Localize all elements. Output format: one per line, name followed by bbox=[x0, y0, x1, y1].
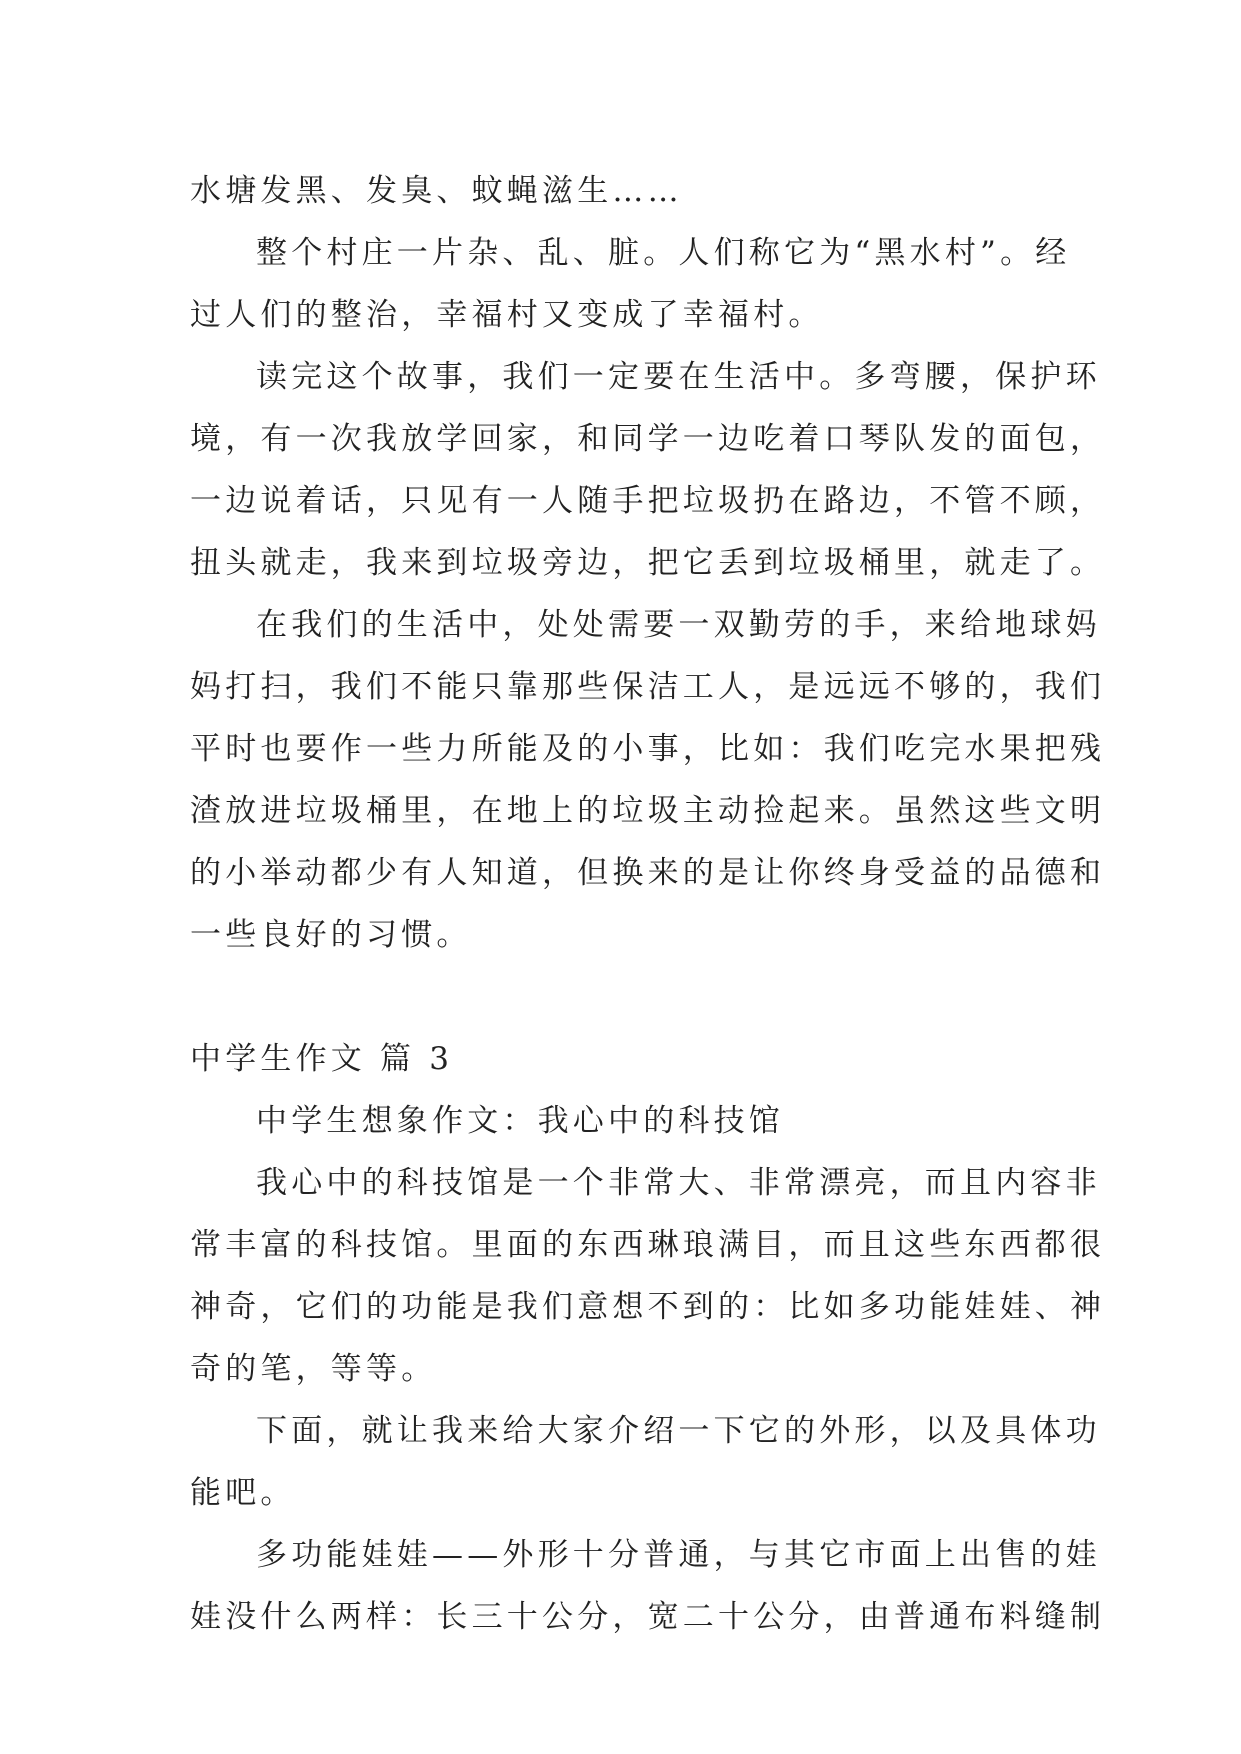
text-line: 一些良好的习惯。 bbox=[190, 917, 472, 953]
text-line: 整个村庄一片杂、乱、脏。人们称它为“黑水村”。经 bbox=[256, 235, 1071, 271]
text-line: 妈打扫，我们不能只靠那些保洁工人，是远远不够的，我们 bbox=[190, 669, 1106, 705]
text-line: 多功能娃娃——外形十分普通，与其它市面上出售的娃 bbox=[256, 1537, 1101, 1573]
text-line: 娃没什么两样：长三十公分，宽二十公分，由普通布料缝制 bbox=[190, 1599, 1106, 1635]
text-line: 中学生想象作文：我心中的科技馆 bbox=[256, 1103, 784, 1139]
text-line: 扭头就走，我来到垃圾旁边，把它丢到垃圾桶里，就走了。 bbox=[190, 545, 1106, 581]
text-line: 的小举动都少有人知道，但换来的是让你终身受益的品德和 bbox=[190, 855, 1106, 891]
text-line: 一边说着话，只见有一人随手把垃圾扔在路边，不管不顾， bbox=[190, 483, 1106, 519]
section-heading bbox=[190, 1028, 1070, 1090]
paragraph-8 bbox=[190, 1524, 1106, 1648]
text-line: 过人们的整治，幸福村又变成了幸福村。 bbox=[190, 297, 824, 333]
text-line: 在我们的生活中，处处需要一双勤劳的手，来给地球妈 bbox=[256, 607, 1101, 643]
paragraph-1 bbox=[190, 160, 1070, 222]
text-line: 下面，就让我来给大家介绍一下它的外形，以及具体功 bbox=[256, 1413, 1101, 1449]
text-line: 我心中的科技馆是一个非常大、非常漂亮，而且内容非 bbox=[256, 1165, 1101, 1201]
text-line: 能吧。 bbox=[190, 1475, 296, 1511]
document-body bbox=[190, 160, 1106, 1648]
text-line: 读完这个故事，我们一定要在生活中。多弯腰，保护环 bbox=[256, 359, 1101, 395]
paragraph-subtitle bbox=[190, 1090, 1070, 1152]
paragraph-4 bbox=[190, 594, 1106, 966]
paragraph-7 bbox=[190, 1400, 1101, 1524]
text-line: 平时也要作一些力所能及的小事，比如：我们吃完水果把残 bbox=[190, 731, 1106, 767]
text-line: 常丰富的科技馆。里面的东西琳琅满目，而且这些东西都很 bbox=[190, 1227, 1106, 1263]
paragraph-3 bbox=[190, 346, 1106, 594]
heading-text: 中学生作文 篇 3 bbox=[190, 1041, 454, 1077]
text-line: 奇的笔，等等。 bbox=[190, 1351, 437, 1387]
text-line: 水塘发黑、发臭、蚊蝇滋生…… bbox=[190, 173, 683, 209]
text-line: 境，有一次我放学回家，和同学一边吃着口琴队发的面包， bbox=[190, 421, 1106, 457]
paragraph-2 bbox=[190, 222, 1070, 346]
text-line: 神奇，它们的功能是我们意想不到的：比如多功能娃娃、神 bbox=[190, 1289, 1106, 1325]
text-line: 渣放进垃圾桶里，在地上的垃圾主动捡起来。虽然这些文明 bbox=[190, 793, 1106, 829]
paragraph-6 bbox=[190, 1152, 1106, 1400]
